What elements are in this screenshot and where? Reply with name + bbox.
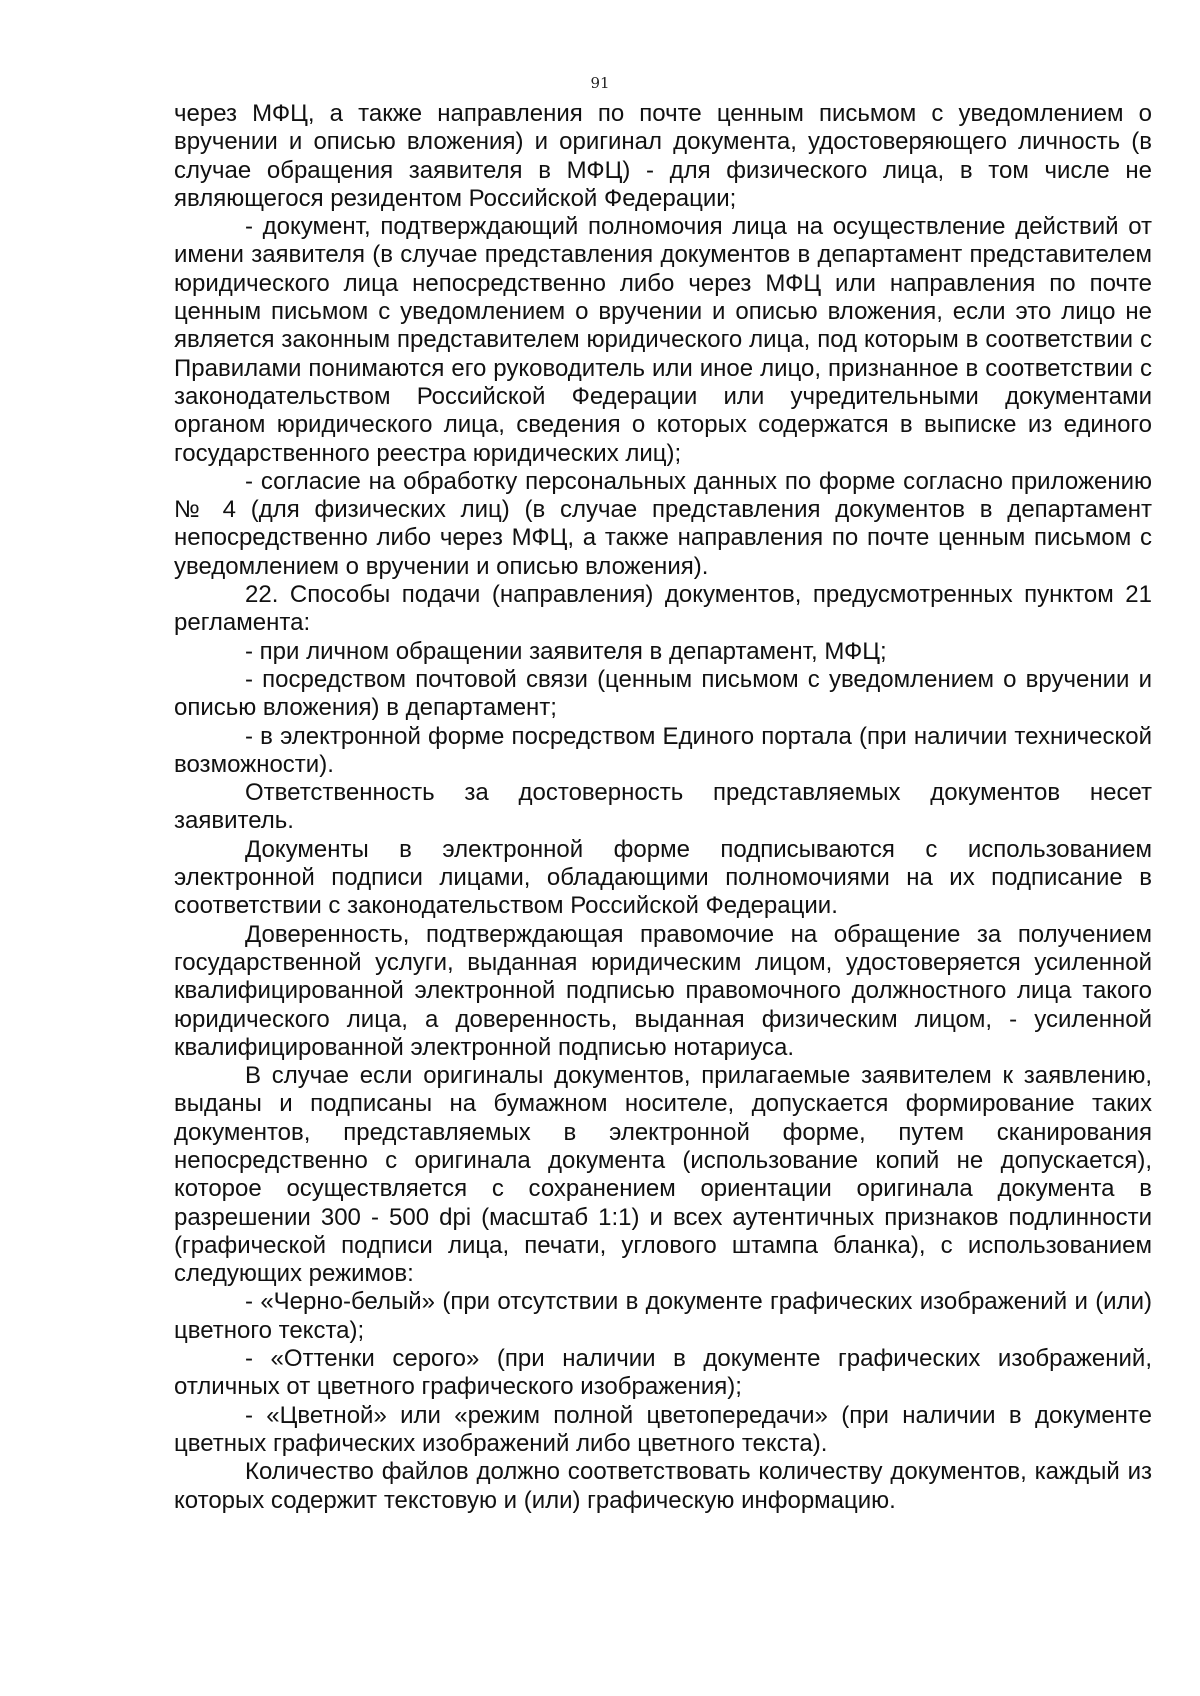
paragraph-11: В случае если оригиналы документов, прилагаемые заявителем к заявлению, выданы и подписаны на бумажном носителе, допускается формирование таких документов, представляемых в электронной форме, путем сканирования непосредственно с оригинала документа (использование копий не допускается), которое осуществляется с сохранением ориентации оригинала документа в разрешении 300 - 500 dpi (масштаб 1:1) и всех аутентичных признаков подлинности (графической подписи лица, печати, углового штампа бланка), с использованием следующих режимов: [174, 1062, 1152, 1288]
paragraph-14: - «Цветной» или «режим полной цветопередачи» (при наличии в документе цветных графических изображений либо цветного текста). [174, 1401, 1152, 1457]
paragraph-12: - «Черно-белый» (при отсутствии в документе графических изображений и (или) цветного текста); [174, 1288, 1152, 1344]
paragraph-4: 22. Способы подачи (направления) документов, предусмотренных пунктом 21 регламента: [174, 581, 1152, 637]
paragraph-2: - документ, подтверждающий полномочия лица на осуществление действий от имени заявителя (в случае представления документов в департамент представителем юридического лица непосредственно либо через МФЦ или направления по почте ценным письмом с уведомлением о вручении и описью вложения, если это лицо не является законным представителем юридического лица, под которым в соответствии с Правилами понимаются его руководитель или иное лицо, признанное в соответствии с законодательством Российской Федерации или учредительными документами органом юридического лица, сведения о которых содержатся в выписке из единого государственного реестра юридических лиц); [174, 213, 1152, 467]
paragraph-8: Ответственность за достоверность представляемых документов несет заявитель. [174, 779, 1152, 835]
paragraph-13: - «Оттенки серого» (при наличии в документе графических изображений, отличных от цветного графического изображения); [174, 1345, 1152, 1401]
page-number: 91 [590, 74, 610, 92]
paragraph-1: через МФЦ, а также направления по почте ценным письмом с уведомлением о вручении и описью вложения) и оригинал документа, удостоверяющего личность (в случае обращения заявителя в МФЦ) - для физического лица, в том числе не являющегося резидентом Российской Федерации; [174, 100, 1152, 212]
paragraph-10: Доверенность, подтверждающая правомочие на обращение за получением государственной услуги, выданная юридическим лицом, удостоверяется усиленной квалифицированной электронной подписью правомочного должностного лица такого юридического лица, а доверенность, выданная физическим лицом, - усиленной квалифицированной электронной подписью нотариуса. [174, 920, 1152, 1061]
document-body [174, 100, 1152, 1515]
paragraph-15: Количество файлов должно соответствовать количеству документов, каждый из которых содержит текстовую и (или) графическую информацию. [174, 1458, 1152, 1514]
paragraph-5: - при личном обращении заявителя в департамент, МФЦ; [245, 637, 887, 665]
paragraph-7: - в электронной форме посредством Единого портала (при наличии технической возможности). [174, 722, 1152, 778]
paragraph-9: Документы в электронной форме подписываются с использованием электронной подписи лицами, обладающими полномочиями на их подписание в соответствии с законодательством Российской Федерации. [174, 835, 1152, 920]
paragraph-6: - посредством почтовой связи (ценным письмом с уведомлением о вручении и описью вложения) в департамент; [174, 665, 1152, 722]
paragraph-3: - согласие на обработку персональных данных по форме согласно приложению № 4 (для физических лиц) (в случае представления документов в департамент непосредственно либо через МФЦ, а также направления по почте ценным письмом с уведомлением о вручении и описью вложения). [174, 467, 1152, 580]
